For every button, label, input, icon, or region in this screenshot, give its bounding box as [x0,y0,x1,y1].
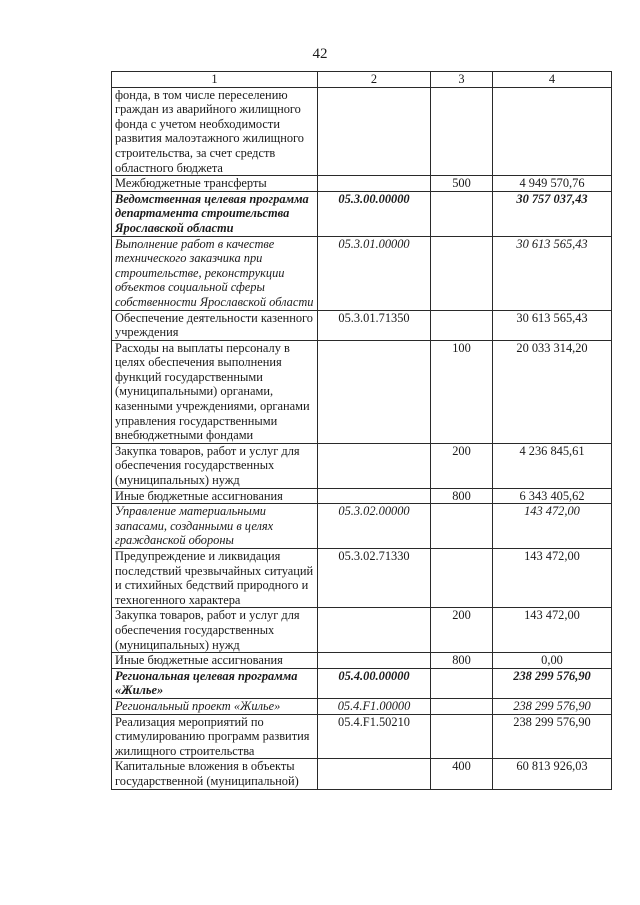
table-row [112,714,612,759]
row-amount-cell: 238 299 576,90 [493,714,612,759]
row-amount-cell: 0,00 [493,653,612,669]
row-amount-cell: 238 299 576,90 [493,698,612,714]
row-code-cell [318,608,431,653]
row-type-cell [431,714,493,759]
row-type-cell [431,87,493,176]
row-amount-cell: 143 472,00 [493,608,612,653]
row-name-cell: фонда, в том числе переселению граждан из аварийного жилищного фонда с учетом необходимости развития малоэтажного жилищного строительства, за счет средств областного бюджета [112,87,318,176]
table-row [112,653,612,669]
table-row [112,340,612,443]
row-type-cell: 800 [431,653,493,669]
table-row [112,176,612,192]
row-amount-cell: 6 343 405,62 [493,488,612,504]
row-type-cell [431,698,493,714]
row-type-cell [431,310,493,340]
row-name-cell: Закупка товаров, работ и услуг для обеспечения государственных (муниципальных) нужд [112,443,318,488]
row-code-cell [318,176,431,192]
table-row [112,310,612,340]
row-type-cell [431,549,493,608]
row-amount-cell: 30 613 565,43 [493,236,612,310]
row-name-cell: Расходы на выплаты персоналу в целях обеспечения выполнения функций государственными (муниципальными) органами, казенными учреждениями, органами управления государственными внебюджетными фондами [112,340,318,443]
row-amount-cell: 30 757 037,43 [493,191,612,236]
row-code-cell: 05.3.01.71350 [318,310,431,340]
row-code-cell [318,653,431,669]
table-body [112,87,612,789]
row-type-cell: 100 [431,340,493,443]
table-header-row [112,72,612,88]
row-name-cell: Управление материальными запасами, созданными в целях гражданской обороны [112,504,318,549]
row-amount-cell: 20 033 314,20 [493,340,612,443]
table-row [112,608,612,653]
row-amount-cell: 143 472,00 [493,504,612,549]
row-type-cell [431,236,493,310]
row-code-cell: 05.3.02.00000 [318,504,431,549]
row-code-cell: 05.4.F1.50210 [318,714,431,759]
row-code-cell [318,87,431,176]
row-name-cell: Межбюджетные трансферты [112,176,318,192]
column-header-type: 3 [431,72,493,88]
row-name-cell: Выполнение работ в качестве технического заказчика при строительстве, реконструкции объектов социальной сферы собственности Ярославской области [112,236,318,310]
row-code-cell [318,340,431,443]
row-name-cell: Закупка товаров, работ и услуг для обеспечения государственных (муниципальных) нужд [112,608,318,653]
row-name-cell: Региональный проект «Жилье» [112,698,318,714]
row-name-cell: Иные бюджетные ассигнования [112,488,318,504]
row-type-cell [431,504,493,549]
row-name-cell: Капитальные вложения в объекты государственной (муниципальной) [112,759,318,789]
row-name-cell: Предупреждение и ликвидация последствий чрезвычайных ситуаций и стихийных бедствий природного и техногенного характера [112,549,318,608]
page-number: 42 [312,46,328,62]
row-amount-cell: 4 949 570,76 [493,176,612,192]
row-amount-cell: 30 613 565,43 [493,310,612,340]
row-name-cell: Обеспечение деятельности казенного учреждения [112,310,318,340]
row-type-cell: 200 [431,443,493,488]
row-type-cell: 200 [431,608,493,653]
row-amount-cell: 143 472,00 [493,549,612,608]
row-code-cell [318,759,431,789]
row-code-cell [318,443,431,488]
table-row [112,488,612,504]
table-row [112,443,612,488]
row-code-cell [318,488,431,504]
table-row [112,549,612,608]
row-amount-cell [493,87,612,176]
table-row [112,668,612,698]
row-amount-cell: 238 299 576,90 [493,668,612,698]
row-name-cell: Иные бюджетные ассигнования [112,653,318,669]
row-code-cell: 05.4.F1.00000 [318,698,431,714]
row-code-cell: 05.3.01.00000 [318,236,431,310]
row-code-cell: 05.3.00.00000 [318,191,431,236]
row-amount-cell: 4 236 845,61 [493,443,612,488]
column-header-name: 1 [112,72,318,88]
row-type-cell: 400 [431,759,493,789]
table-row [112,236,612,310]
table-row [112,504,612,549]
column-header-code: 2 [318,72,431,88]
row-amount-cell: 60 813 926,03 [493,759,612,789]
row-type-cell [431,668,493,698]
table-row [112,698,612,714]
row-type-cell: 800 [431,488,493,504]
row-name-cell: Реализация мероприятий по стимулированию программ развития жилищного строительства [112,714,318,759]
column-header-amount: 4 [493,72,612,88]
row-name-cell: Региональная целевая программа «Жилье» [112,668,318,698]
table-row [112,87,612,176]
row-type-cell: 500 [431,176,493,192]
budget-table [111,71,612,790]
row-code-cell: 05.3.02.71330 [318,549,431,608]
table-row [112,759,612,789]
row-code-cell: 05.4.00.00000 [318,668,431,698]
table-row [112,191,612,236]
row-name-cell: Ведомственная целевая программа департамента строительства Ярославской области [112,191,318,236]
row-type-cell [431,191,493,236]
